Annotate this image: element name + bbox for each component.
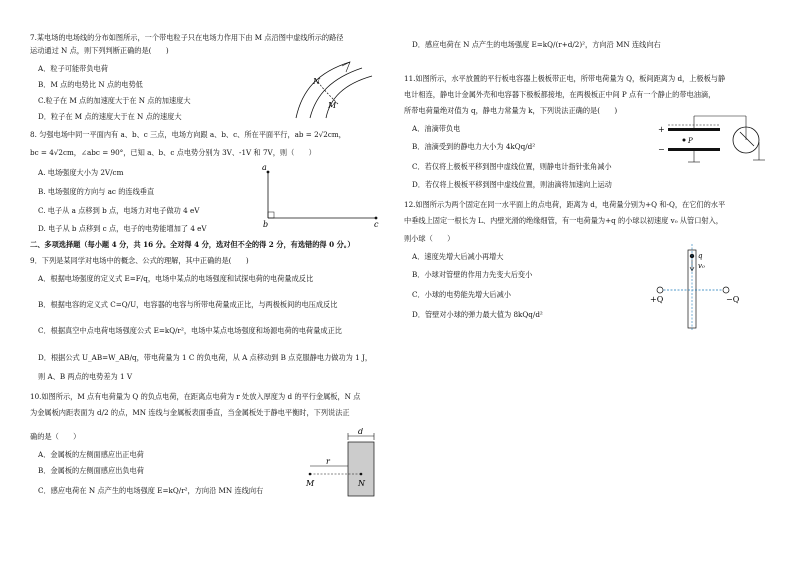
q8-fig-c: c	[374, 220, 379, 228]
q7-stem-line2: 运动通过 N 点，则下列判断正确的是( )	[30, 46, 169, 55]
q11-fig-p: P	[688, 137, 693, 145]
q8-option-a: A. 电场强度大小为 2V/cm	[38, 168, 124, 177]
q11-stem-line2: 电计相连，静电计金属外壳和电容器下极板都接地，在两极板正中间 P 点有一个静止的带电油滴，	[404, 90, 716, 99]
q7-field-lines-figure	[288, 60, 378, 120]
q12-fig-v0: v₀	[698, 262, 705, 270]
q11-option-b: B．油滴受到的静电力大小为 4kQq/d²	[412, 142, 536, 151]
q8-fig-a: a	[262, 163, 267, 172]
q12-option-a: A．速度先增大后减小再增大	[412, 252, 504, 261]
q11-option-d: D．若仅将上极板平移到图中虚线位置，则油滴将加速向上运动	[412, 180, 612, 189]
q10-fig-n: N	[358, 479, 365, 488]
q9-option-b: B．根据电容的定义式 C=Q/U，电容器的电容与所带电荷量成正比，与两极板间的电压成反比	[38, 300, 338, 309]
q10-fig-r: r	[326, 457, 330, 466]
q12-option-c: C．小球的电势能先增大后减小	[412, 290, 511, 299]
q9-option-a: A．根据电场强度的定义式 E=F/q，电场中某点的电场强度和试探电荷的电荷量成反比	[38, 274, 314, 283]
q10-stem-line1: 10.如图所示，M 点有电荷量为 Q 的负点电荷，在距离点电荷为 r 处放入厚度为 d 的平行金属板，N 点	[30, 392, 361, 401]
q8-stem-line2: bc = 4√2cm，∠abc = 90°，已知 a、b、c 点电势分别为 3V、-1V 和 7V，则（ ）	[30, 148, 316, 157]
q10-fig-m: M	[306, 479, 315, 488]
q7-option-a: A．粒子可能带负电荷	[38, 64, 108, 73]
q11-stem-line3: 所带电荷量绝对值为 q，静电力常量为 k，下列说法正确的是( )	[404, 106, 618, 115]
q12-stem-line3: 则小球（ ）	[404, 234, 455, 243]
q7-option-b: B．M 点的电势比 N 点的电势低	[38, 80, 143, 89]
q8-option-c: C. 电子从 a 点移到 b 点，电场力对电子做功 4 eV	[38, 206, 200, 215]
q9-option-d-line2: 则 A、B 两点的电势差为 1 V	[38, 372, 133, 381]
q10-metal-plate-figure	[300, 428, 395, 498]
q9-option-c: C．根据真空中点电荷电场强度公式 E=kQ/r²，电场中某点电场强度和场源电荷的电荷量成正比	[38, 326, 342, 335]
q11-capacitor-figure	[654, 112, 769, 168]
q10-option-a: A．金属板的左侧面感应出正电荷	[38, 450, 144, 459]
q8-stem-line1: 8. 匀强电场中同一平面内有 a、b、c 三点，电场方向跟 a、b、c、所在平面平行，ab = 2√2cm，	[30, 130, 346, 139]
q12-fig-plus-q: +Q	[650, 295, 664, 304]
q11-option-c: C．若仅将上极板平移到图中虚线位置，则静电计指针张角减小	[412, 162, 612, 171]
q7-option-d: D．粒子在 M 点的速度大于在 N 点的速度大	[38, 112, 182, 121]
q8-fig-b: b	[263, 220, 269, 228]
q12-stem-line2: 中垂线上固定一根长为 L、内壁光滑的绝缘细管，有一电荷量为+q 的小球以初速度 v₀ 从管口射入，	[404, 216, 723, 225]
q12-fig-q: q	[698, 252, 703, 260]
q10-fig-d: d	[358, 428, 364, 436]
q12-tube-figure	[646, 244, 766, 330]
svg-text:−: −	[658, 145, 665, 154]
q11-stem-line1: 11.如图所示，水平放置的平行板电容器上极板带正电，所带电荷量为 Q，板间距离为 d，上极板与静	[404, 74, 726, 83]
q8-triangle-figure	[258, 160, 388, 228]
q10-option-b: B．金属板的左侧面感应出负电荷	[38, 466, 144, 475]
svg-text:+: +	[658, 125, 665, 134]
q10-option-d: D．感应电荷在 N 点产生的电场强度 E=kQ/(r+d/2)²，方向沿 MN 连线向右	[412, 40, 661, 49]
q10-stem-line2: 为金属板内距表面为 d/2 的点，MN 连线与金属板表面垂直，当金属板处于静电平衡时，下列说法正	[30, 408, 350, 417]
q7-option-c: C.粒子在 M 点的加速度大于在 N 点的加速度大	[38, 96, 191, 105]
q8-option-d: D. 电子从 b 点移到 c 点，电子的电势能增加了 4 eV	[38, 224, 207, 233]
q12-option-d: D．管壁对小球的弹力最大值为 8kQq/d²	[412, 310, 543, 319]
q11-option-a: A．油滴带负电	[412, 124, 461, 133]
q10-option-c: C．感应电荷在 N 点产生的电场强度 E=kQ/r²，方向沿 MN 连线向右	[38, 486, 264, 495]
q10-stem-line3: 确的是（ ）	[30, 432, 81, 441]
q9-stem: 9．下列是某同学对电场中的概念、公式的理解，其中正确的是( )	[30, 256, 249, 265]
q12-fig-minus-q: −Q	[726, 295, 740, 304]
q7-fig-n: N	[313, 77, 320, 86]
q7-fig-m: M	[328, 101, 337, 110]
q12-option-b: B．小球对管壁的作用力先变大后变小	[412, 270, 533, 279]
q8-option-b: B. 电场强度的方向与 ac 的连线垂直	[38, 187, 155, 196]
q9-option-d-line1: D．根据公式 U_AB=W_AB/q，带电荷量为 1 C 的负电荷，从 A 点移动到 B 点克服静电力做功为 1 J，	[38, 353, 373, 362]
q7-stem-line1: 7.某电场的电场线的分布如图所示，一个带电粒子只在电场力作用下由 M 点沿图中虚线所示的路径	[30, 33, 344, 42]
q12-stem-line1: 12.如图所示为两个固定在同一水平面上的点电荷，距离为 d，电荷量分别为+Q 和-Q，在它们的水平	[404, 200, 726, 209]
section2-heading: 二、多项选择题（每小题 4 分，共 16 分。全对得 4 分，选对但不全的得 2 分，有选错的得 0 分。）	[30, 240, 355, 249]
